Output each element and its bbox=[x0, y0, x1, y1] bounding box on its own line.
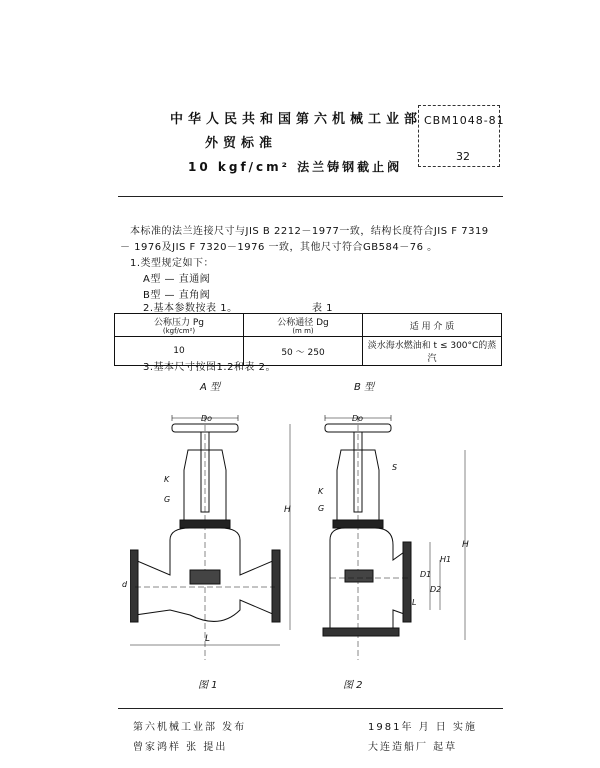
fig1-dim-l: L bbox=[205, 634, 211, 644]
pressure-header-label: 公称压力 Pg bbox=[153, 318, 204, 328]
type-b-label: B 型 bbox=[354, 382, 375, 393]
fig2-dim-g: G bbox=[318, 504, 325, 513]
table-header-row bbox=[115, 314, 502, 337]
body-line-1: 本标准的法兰连接尺寸与JIS B 2212－1977一致，结构长度符合JIS F 7319 bbox=[130, 226, 489, 237]
figure-1-drawing bbox=[130, 410, 300, 670]
medium-header-label: 适 用 介 质 bbox=[409, 321, 455, 332]
footer-maker: 大连造船厂 起草 bbox=[368, 742, 458, 753]
body-line-2: － 1976及JIS F 7320－1976 一致，其他尺寸符合GB584－76 。 bbox=[120, 242, 438, 253]
figure-2-caption: 图 2 bbox=[343, 680, 363, 691]
item-3: 3.基本尺寸按图1.2和表 2。 bbox=[143, 362, 276, 373]
pressure-cell: 10 bbox=[115, 337, 244, 366]
figure-1-caption: 图 1 bbox=[198, 680, 218, 691]
pressure-header bbox=[115, 314, 244, 337]
type-a-label: A 型 bbox=[200, 382, 221, 393]
fig1-dim-h: H bbox=[284, 505, 291, 515]
fig1-dim-d: d bbox=[122, 580, 128, 589]
category-title: 外贸标准 bbox=[205, 136, 278, 151]
table-caption: 表 1 bbox=[312, 303, 334, 314]
item-2: 2.基本参数按表 1。 bbox=[143, 303, 238, 314]
standard-code: CBM1048-81 bbox=[424, 114, 505, 127]
fig1-dim-g: G bbox=[164, 495, 171, 504]
type-b-def: B型 — 直角阀 bbox=[143, 290, 211, 301]
fig2-dim-h: H bbox=[462, 540, 469, 550]
item-1: 1.类型规定如下： bbox=[130, 258, 215, 269]
header-rule bbox=[118, 196, 503, 197]
diameter-header-label: 公称通径 Dg bbox=[277, 318, 329, 328]
document-title: 10 kgf/cm² 法兰铸钢截止阀 bbox=[188, 160, 403, 174]
pressure-header-unit: (kgf/cm²) bbox=[162, 327, 196, 335]
diameter-header-unit: (m m) bbox=[292, 327, 314, 335]
footer-issuer: 第六机械工业部 发布 bbox=[133, 722, 247, 733]
ministry-title: 中华人民共和国第六机械工业部 bbox=[170, 112, 423, 127]
fig2-dim-do: Do bbox=[352, 414, 364, 423]
fig1-dim-k: K bbox=[164, 475, 170, 484]
fig2-dim-d1: D1 bbox=[420, 570, 432, 579]
fig2-dim-d2: D2 bbox=[430, 585, 442, 594]
fig2-dim-l: L bbox=[412, 598, 417, 607]
fig2-dim-s: S bbox=[392, 463, 398, 472]
footer-rule bbox=[118, 708, 503, 709]
fig2-dim-h1: H1 bbox=[440, 555, 452, 564]
medium-cell: 淡水海水燃油和 t ≤ 300°C的蒸汽 bbox=[363, 337, 502, 366]
fig1-dim-do: Do bbox=[201, 414, 213, 423]
footer-date: 1981年 月 日 实施 bbox=[368, 722, 477, 733]
diameter-header bbox=[244, 314, 363, 337]
medium-header bbox=[363, 314, 502, 337]
type-a-def: A型 — 直通阀 bbox=[143, 274, 211, 285]
diameter-cell: 50 ～ 250 bbox=[244, 337, 363, 366]
page-number: 32 bbox=[456, 150, 470, 163]
footer-drafter: 曾家鸿样 张 提出 bbox=[133, 742, 228, 753]
fig2-dim-k: K bbox=[318, 487, 324, 496]
figure-2-drawing bbox=[315, 410, 485, 670]
